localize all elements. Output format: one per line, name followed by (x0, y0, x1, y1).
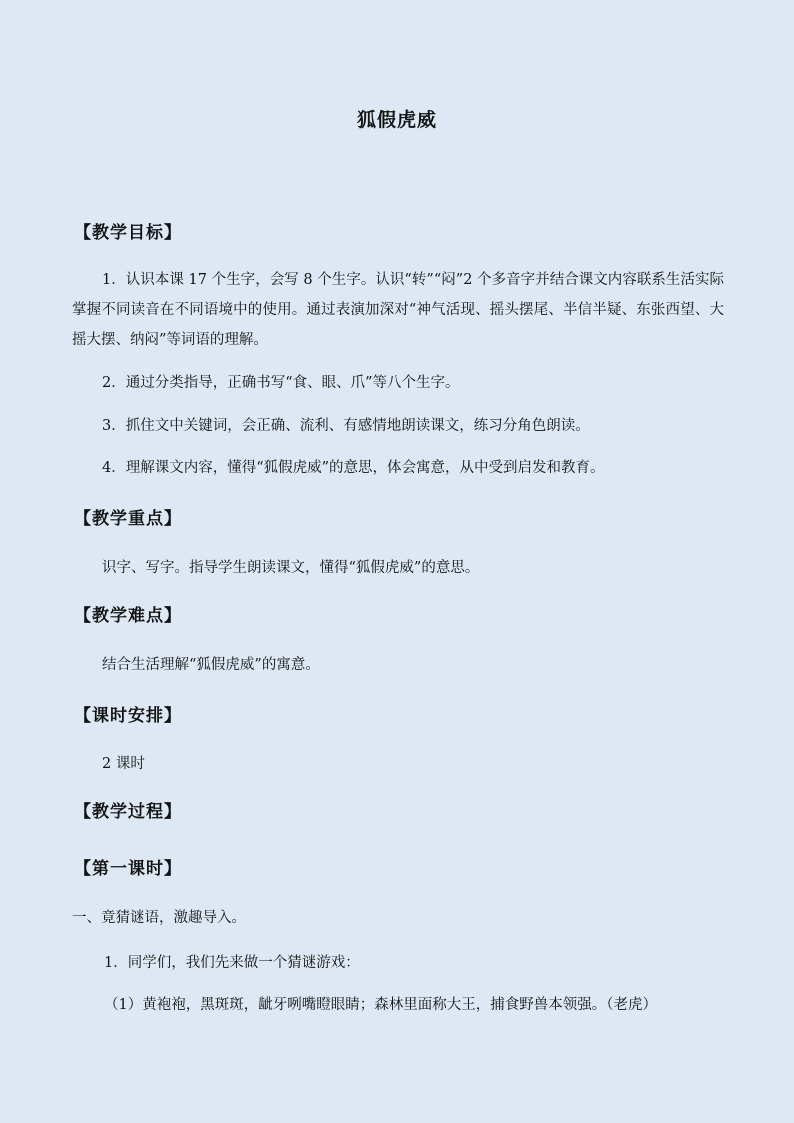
heading-teaching-goals: 【教学目标】 (74, 223, 182, 243)
goal-item-3: 3．抓住文中关键词，会正确、流利、有感情地朗读课文，练习分角色朗读。 (102, 418, 590, 434)
schedule-text: 2 课时 (102, 756, 145, 772)
document-title: 狐假虎威 (356, 109, 437, 131)
goal-item-2: 2．通过分类指导，正确书写“食、眼、爪”等八个生字。 (102, 375, 460, 391)
key-points-text: 识字、写字。指导学生朗读课文，懂得“狐假虎威”的意思。 (102, 560, 480, 576)
heading-first-lesson: 【第一课时】 (74, 859, 182, 879)
goal-item-4: 4．理解课文内容，懂得“狐假虎威”的意思，体会寓意，从中受到启发和教育。 (102, 460, 605, 476)
step-1-text: 一、竟猜谜语，激趣导入。 (72, 910, 246, 926)
step-1-item-1: 1．同学们，我们先来做一个猜谜游戏： (104, 955, 360, 971)
heading-difficulties: 【教学难点】 (74, 606, 182, 626)
heading-teaching-process: 【教学过程】 (74, 802, 182, 822)
difficulties-text: 结合生活理解“狐假虎威”的寓意。 (102, 657, 320, 673)
heading-key-points: 【教学重点】 (74, 509, 182, 529)
riddle-1: （1）黄袍袍，黑斑斑，龇牙咧嘴瞪眼睛；森林里面称大王，捕食野兽本领强。（老虎） (104, 997, 657, 1013)
goal-item-1: 1．认识本课 17 个生字，会写 8 个生字。认识“转”“闷”2 个多音字并结合课文内容联系生活实际掌握不同读音在不同语境中的使用。通过表演加深对“神气活现、摇头摆尾、半信半疑、东张西望、大摇大摆、纳闷”等词语的理解。 (72, 272, 724, 348)
heading-schedule: 【课时安排】 (74, 706, 182, 726)
